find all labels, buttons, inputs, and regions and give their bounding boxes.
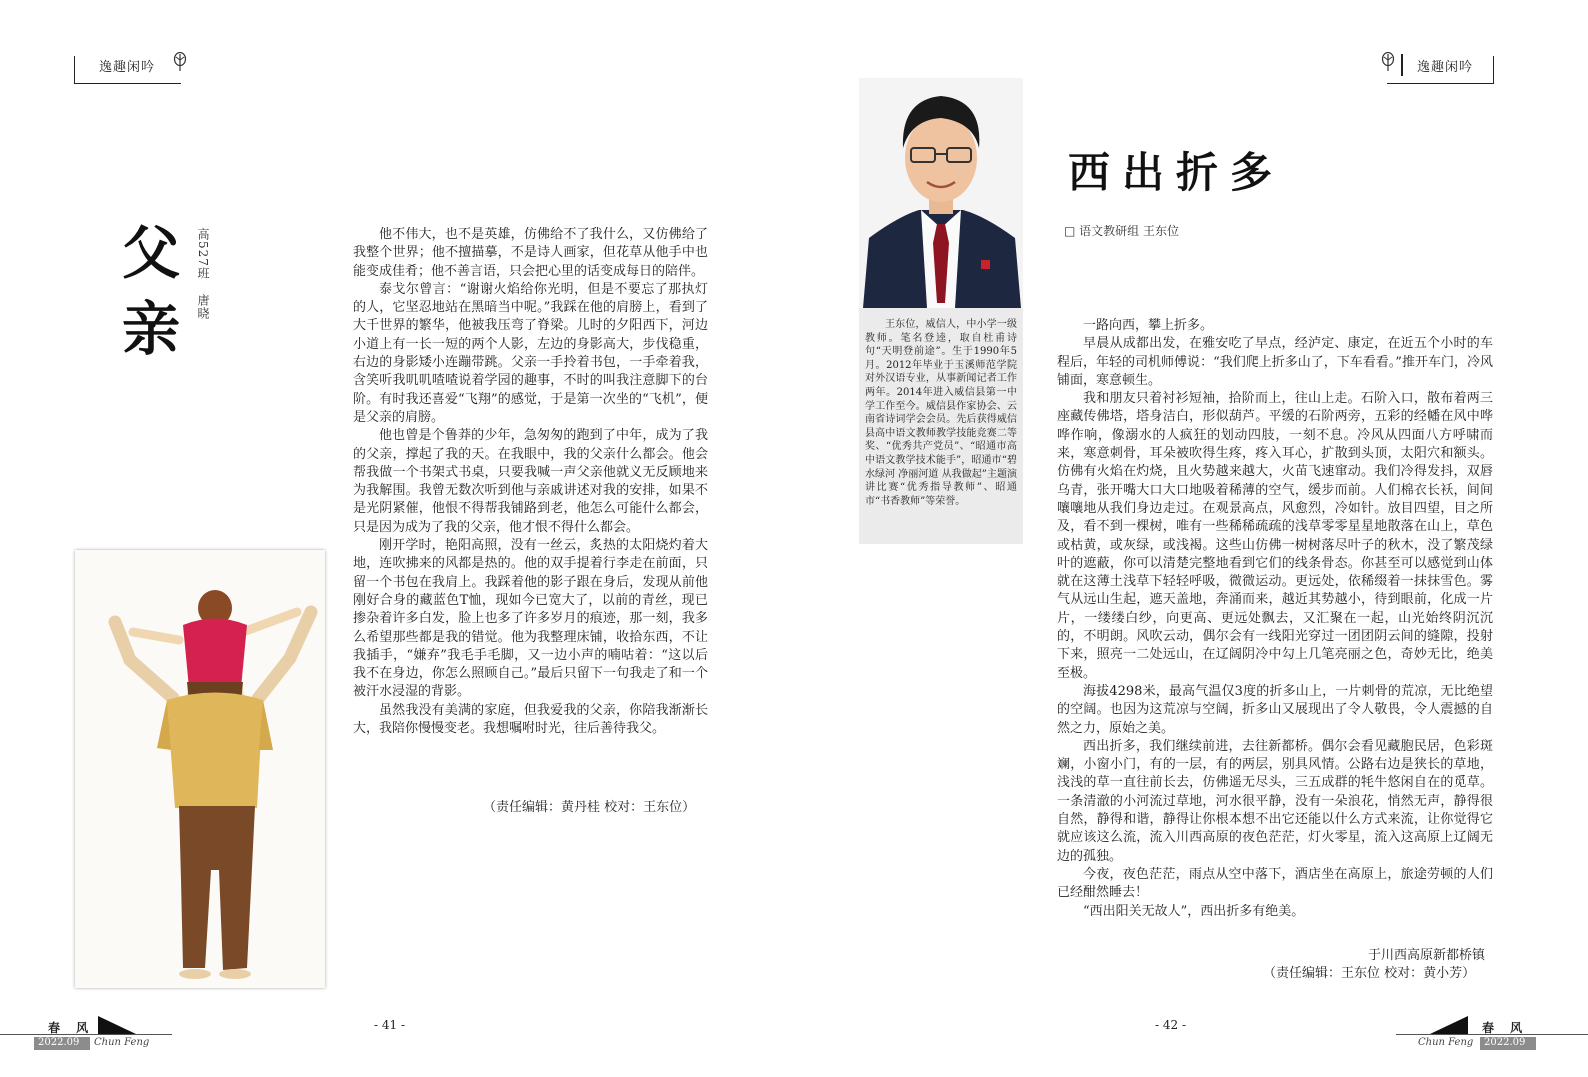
author-name: 唐晓 [196,294,210,320]
title-char-1: 父 [122,219,181,287]
magazine-name-left: 春 风 [48,1021,95,1035]
article-title-father [122,220,182,362]
section-header-left [74,56,181,84]
article-place: 于川西高原新都桥镇 [1368,948,1486,963]
issue-right: 2022.09 [1484,1037,1526,1048]
right-article-body [1057,317,1493,921]
article-byline: □ 语文教研组 王东位 [1064,224,1179,238]
footer-mark-right [1430,1016,1468,1034]
section-label: 逸趣闲吟 [99,60,156,75]
paragraph: 虽然我没有美满的家庭，但我爱我的父亲，你陪我渐渐长大，我陪你慢慢变老。我想嘱咐时光，往后善待我父。 [353,702,708,737]
section-label: 逸趣闲吟 [1417,60,1474,75]
magazine-name-right: 春 风 [1482,1021,1529,1035]
illustration-svg [75,550,325,988]
title-char-2: 亲 [122,295,181,363]
paragraph: 早晨从成都出发，在雅安吃了早点，经泸定、康定，在近五个小时的车程后，年轻的司机师傅说：“我们爬上折多山了，下车看看。”推开车门，冷风铺面，寒意顿生。 [1057,336,1493,388]
editor-note-left: （责任编辑：黄丹桂 校对：王东位） [483,800,696,815]
father-child-illustration [75,550,325,988]
left-article-body [353,226,708,738]
page-number-right: - 42 - [1155,1018,1187,1032]
paragraph: 他也曾是个鲁莽的少年，急匆匆的跑到了中年，成为了我的父亲，撑起了我的天。在我眼中，我的父亲什么都会。他会帮我做一个书架式书桌，只要我喊一声父亲他就义无反顾地来为我解围。我曾无数次听到他与亲戚讲述对我的安排，如果不是光阴紧催，他恨不得帮我铺路到老，他怎么可能什么都会，只是因为成为了我的父亲，他才恨不得什么都会。 [353,428,708,535]
paragraph: 西出折多，我们继续前进，去往新都桥。偶尔会看见藏胞民居，色彩斑斓，小窗小门，有的一层，有的两层，别具风情。公路右边是狭长的草地，浅浅的草一直往前长去，仿佛遥无尽头，三五成群的牦牛悠闲自在的觅草。一条清澈的小河流过草地，河水很平静，没有一朵浪花，悄然无声，静得很自然，静得和谐，静得让你根本想不出它还能以什么方式来流，让你觉得它就应该这么流，流入川西高原的夜色茫茫，灯火零星，流入这高原上辽阔无边的孤独。 [1057,738,1493,864]
page-number-left: - 41 - [374,1018,406,1032]
paragraph: 他不伟大，也不是英雄，仿佛给不了我什么，又仿佛给了我整个世界；他不擅描摹，不是诗人画家，但花草从他手中也能变成佳肴；他不善言语，只会把心里的话变成每日的陪伴。 [353,227,708,279]
paragraph: 今夜，夜色茫茫，雨点从空中落下，酒店坐在高原上，旅途劳顿的人们已经酣然睡去！ [1057,866,1493,901]
paragraph: 海拔4298米，最高气温仅3度的折多山上，一片刺骨的荒凉，无比绝望的空阔。也因为这荒凉与空阔，折多山又展现出了令人敬畏，令人震撼的自然之力，原始之美。 [1057,683,1493,736]
leaf-icon [173,52,187,72]
article-title-westward: 西出折多 [1068,148,1285,197]
magazine-en-right: Chun Feng [1418,1037,1474,1048]
paragraph: 泰戈尔曾言：“谢谢火焰给你光明，但是不要忘了那执灯的人，它坚忍地站在黑暗当中呢。”我踩在他的肩膀上，看到了大千世界的繁华，他被我压弯了脊梁。儿时的夕阳西下，河边小道上有一长一短的两个人影，左边的身影高大，步伐稳重，右边的身影矮小连蹦带跳。父亲一手拎着书包，一手牵着我，含笑听我叽叽喳喳说着学园的趣事，不时的叫我注意脚下的台阶。有时我还喜爱“飞翔”的感觉，于是第一次坐的“飞机”，便是父亲的肩膀。 [353,281,708,425]
author-bio [859,308,1023,544]
author-portrait [859,78,1023,308]
paragraph: 刚开学时，艳阳高照，没有一丝云，炙热的太阳烧灼着大地，连吹拂来的风都是热的。他的双手提着行李走在前面，只留一个书包在我肩上。我踩着他的影子跟在身后，发现从前他刚好合身的藏蓝色T恤，现如今已宽大了，以前的青丝，现已掺杂着许多白发，脸上也多了许多岁月的痕迹，那一刻，我多么希望那些都是我的错觉。他为我整理床铺，收拾东西，不让我插手，“嫌弃”我毛手毛脚，又一边小声的喃咕着：“这以后我不在身边，你怎么照顾自己。”最后只留下一句我走了和一个被汗水浸湿的背影。 [353,538,708,700]
magazine-en-left: Chun Feng [94,1037,150,1048]
section-header-right [1387,56,1494,84]
portrait-svg [859,78,1023,308]
leaf-icon [1381,52,1395,72]
bio-text: 王东位，威信人，中小学一级教师。笔名登逵，取自杜甫诗句“天明登前途”。生于1990年5月。2012年毕业于玉溪师范学院对外汉语专业，从事新闻记者工作两年。2014年进入威信县第一中学工作至今。威信县作家协会、云南省诗词学会会员。先后获得威信县高中语文教师教学技能竞赛二等奖、“优秀共产党员”、“昭通市高中语文教学技术能手”，昭通市“碧水绿河 净丽河道 从我做起”主题演讲比赛“优秀指导教师”、昭通市“书香教师”等荣誉。 [865,319,1017,507]
author-class: 高527班 [196,228,210,280]
editor-note-right: （责任编辑：王东位 校对：黄小芳） [1263,966,1476,981]
footer-mark-left [98,1016,136,1034]
paragraph: 我和朋友只着衬衫短袖，拾阶而上，往山上走。石阶入口，散布着两三座藏传佛塔，塔身洁白，形似葫芦。平缓的石阶两旁，五彩的经幡在风中哗哗作响，像溺水的人疯狂的划动四肢，一刻不息。冷风从四面八方呼啸而来，寒意刺骨，耳朵被吹得生疼，疼入耳心，扩散到头顶，太阳穴和额头。仿佛有火焰在灼烧，且火势越来越大，火苗飞速窜动。我们冷得发抖，双唇乌青，张开嘴大口大口地吸着稀薄的空气，缓步而前。人们棉衣长袄，间间嚷嚷地从我们身边走过。在观景高点，风愈烈，冷如针。放目四望，目之所及，看不到一棵树，唯有一些稀稀疏疏的浅草零零星星地散落在山上，草色或枯黄，或灰绿，或浅褐。这些山仿佛一树树落尽叶子的秋木，没了繁茂绿叶的遮蔽，你可以清楚完整地看到它们的线条骨态。你甚至可以感觉到山体就在这薄土浅草下轻轻呼吸，微微运动。更远处，依稀缀着一抹抹雪色。雾气从远山生起，遮天盖地，奔涌而来，越近其势越小，待到眼前，化成一片片，一缕缕白纱，向更高、更远处飘去，又汇聚在一起，山光始终阴沉沉的，不明朗。风吹云动，偶尔会有一线阳光穿过一团团阴云间的缝隙，投射下来，照亮一二处远山，在辽阔阴冷中勾上几笔亮丽之色，奇妙无比，绝美至极。 [1057,391,1493,681]
paragraph: “西出阳关无故人”，西出折多有绝美。 [1083,903,1305,919]
paragraph: 一路向西，攀上折多。 [1083,318,1214,333]
issue-left: 2022.09 [38,1037,80,1048]
